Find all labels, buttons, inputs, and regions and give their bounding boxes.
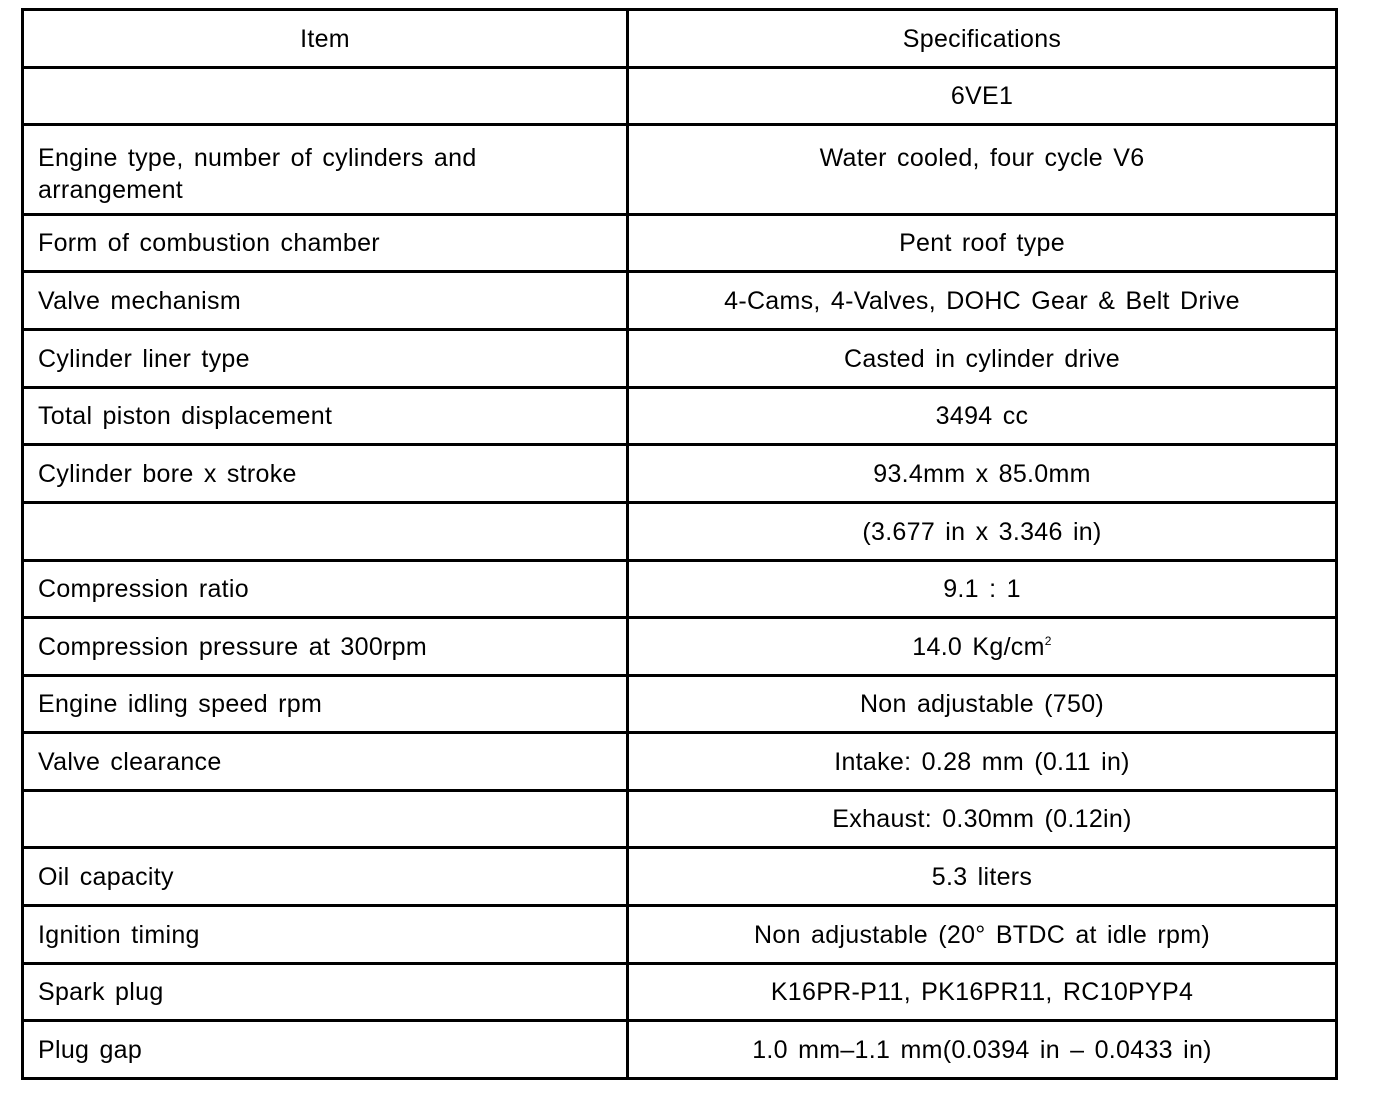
table-row — [23, 68, 1337, 125]
spec-cell: 5.3 liters — [628, 848, 1337, 906]
table-row — [23, 215, 1337, 272]
item-cell: Valve mechanism — [23, 272, 628, 330]
table-row — [23, 791, 1337, 848]
table-row — [23, 964, 1337, 1021]
spec-cell: Non adjustable (750) — [628, 676, 1337, 733]
table-row — [23, 445, 1337, 503]
table-row — [23, 388, 1337, 445]
item-cell: Form of combustion chamber — [23, 215, 628, 272]
item-cell: Oil capacity — [23, 848, 628, 906]
table-row — [23, 906, 1337, 964]
item-cell — [23, 791, 628, 848]
table-row — [23, 561, 1337, 618]
spec-cell: Exhaust: 0.30mm (0.12in) — [628, 791, 1337, 848]
table-row — [23, 848, 1337, 906]
spec-cell: Non adjustable (20° BTDC at idle rpm) — [628, 906, 1337, 964]
item-cell: Engine idling speed rpm — [23, 676, 628, 733]
spec-cell: K16PR-P11, PK16PR11, RC10PYP4 — [628, 964, 1337, 1021]
spec-cell: Water cooled, four cycle V6 — [628, 125, 1337, 215]
spec-cell: 6VE1 — [628, 68, 1337, 125]
column-header-specifications: Specifications — [628, 10, 1337, 68]
engine-specifications-table — [21, 8, 1338, 1080]
item-cell: Compression ratio — [23, 561, 628, 618]
item-cell — [23, 68, 628, 125]
table-row — [23, 503, 1337, 561]
item-cell: Plug gap — [23, 1021, 628, 1079]
spec-cell: Casted in cylinder drive — [628, 330, 1337, 388]
item-cell — [23, 503, 628, 561]
superscript: 2 — [1044, 633, 1052, 648]
spec-cell: 93.4mm x 85.0mm — [628, 445, 1337, 503]
item-cell: Engine type, number of cylinders and arrangement — [23, 125, 628, 215]
table-header-row — [23, 10, 1337, 68]
spec-cell: 4-Cams, 4-Valves, DOHC Gear & Belt Drive — [628, 272, 1337, 330]
spec-cell: 1.0 mm–1.1 mm(0.0394 in – 0.0433 in) — [628, 1021, 1337, 1079]
table-row — [23, 125, 1337, 215]
spec-cell: Intake: 0.28 mm (0.11 in) — [628, 733, 1337, 791]
spec-cell: (3.677 in x 3.346 in) — [628, 503, 1337, 561]
spec-cell: 9.1 : 1 — [628, 561, 1337, 618]
table-row — [23, 733, 1337, 791]
item-cell: Cylinder bore x stroke — [23, 445, 628, 503]
item-cell: Total piston displacement — [23, 388, 628, 445]
item-cell: Ignition timing — [23, 906, 628, 964]
item-cell: Valve clearance — [23, 733, 628, 791]
spec-cell: Pent roof type — [628, 215, 1337, 272]
column-header-item: Item — [23, 10, 628, 68]
item-cell: Cylinder liner type — [23, 330, 628, 388]
table-row — [23, 330, 1337, 388]
item-cell: Spark plug — [23, 964, 628, 1021]
table-row — [23, 676, 1337, 733]
spec-cell: 3494 cc — [628, 388, 1337, 445]
item-cell: Compression pressure at 300rpm — [23, 618, 628, 676]
spec-cell — [628, 618, 1337, 676]
table-row — [23, 272, 1337, 330]
table-row — [23, 1021, 1337, 1079]
spec-value: 14.0 Kg/cm — [912, 632, 1045, 661]
table-row — [23, 618, 1337, 676]
